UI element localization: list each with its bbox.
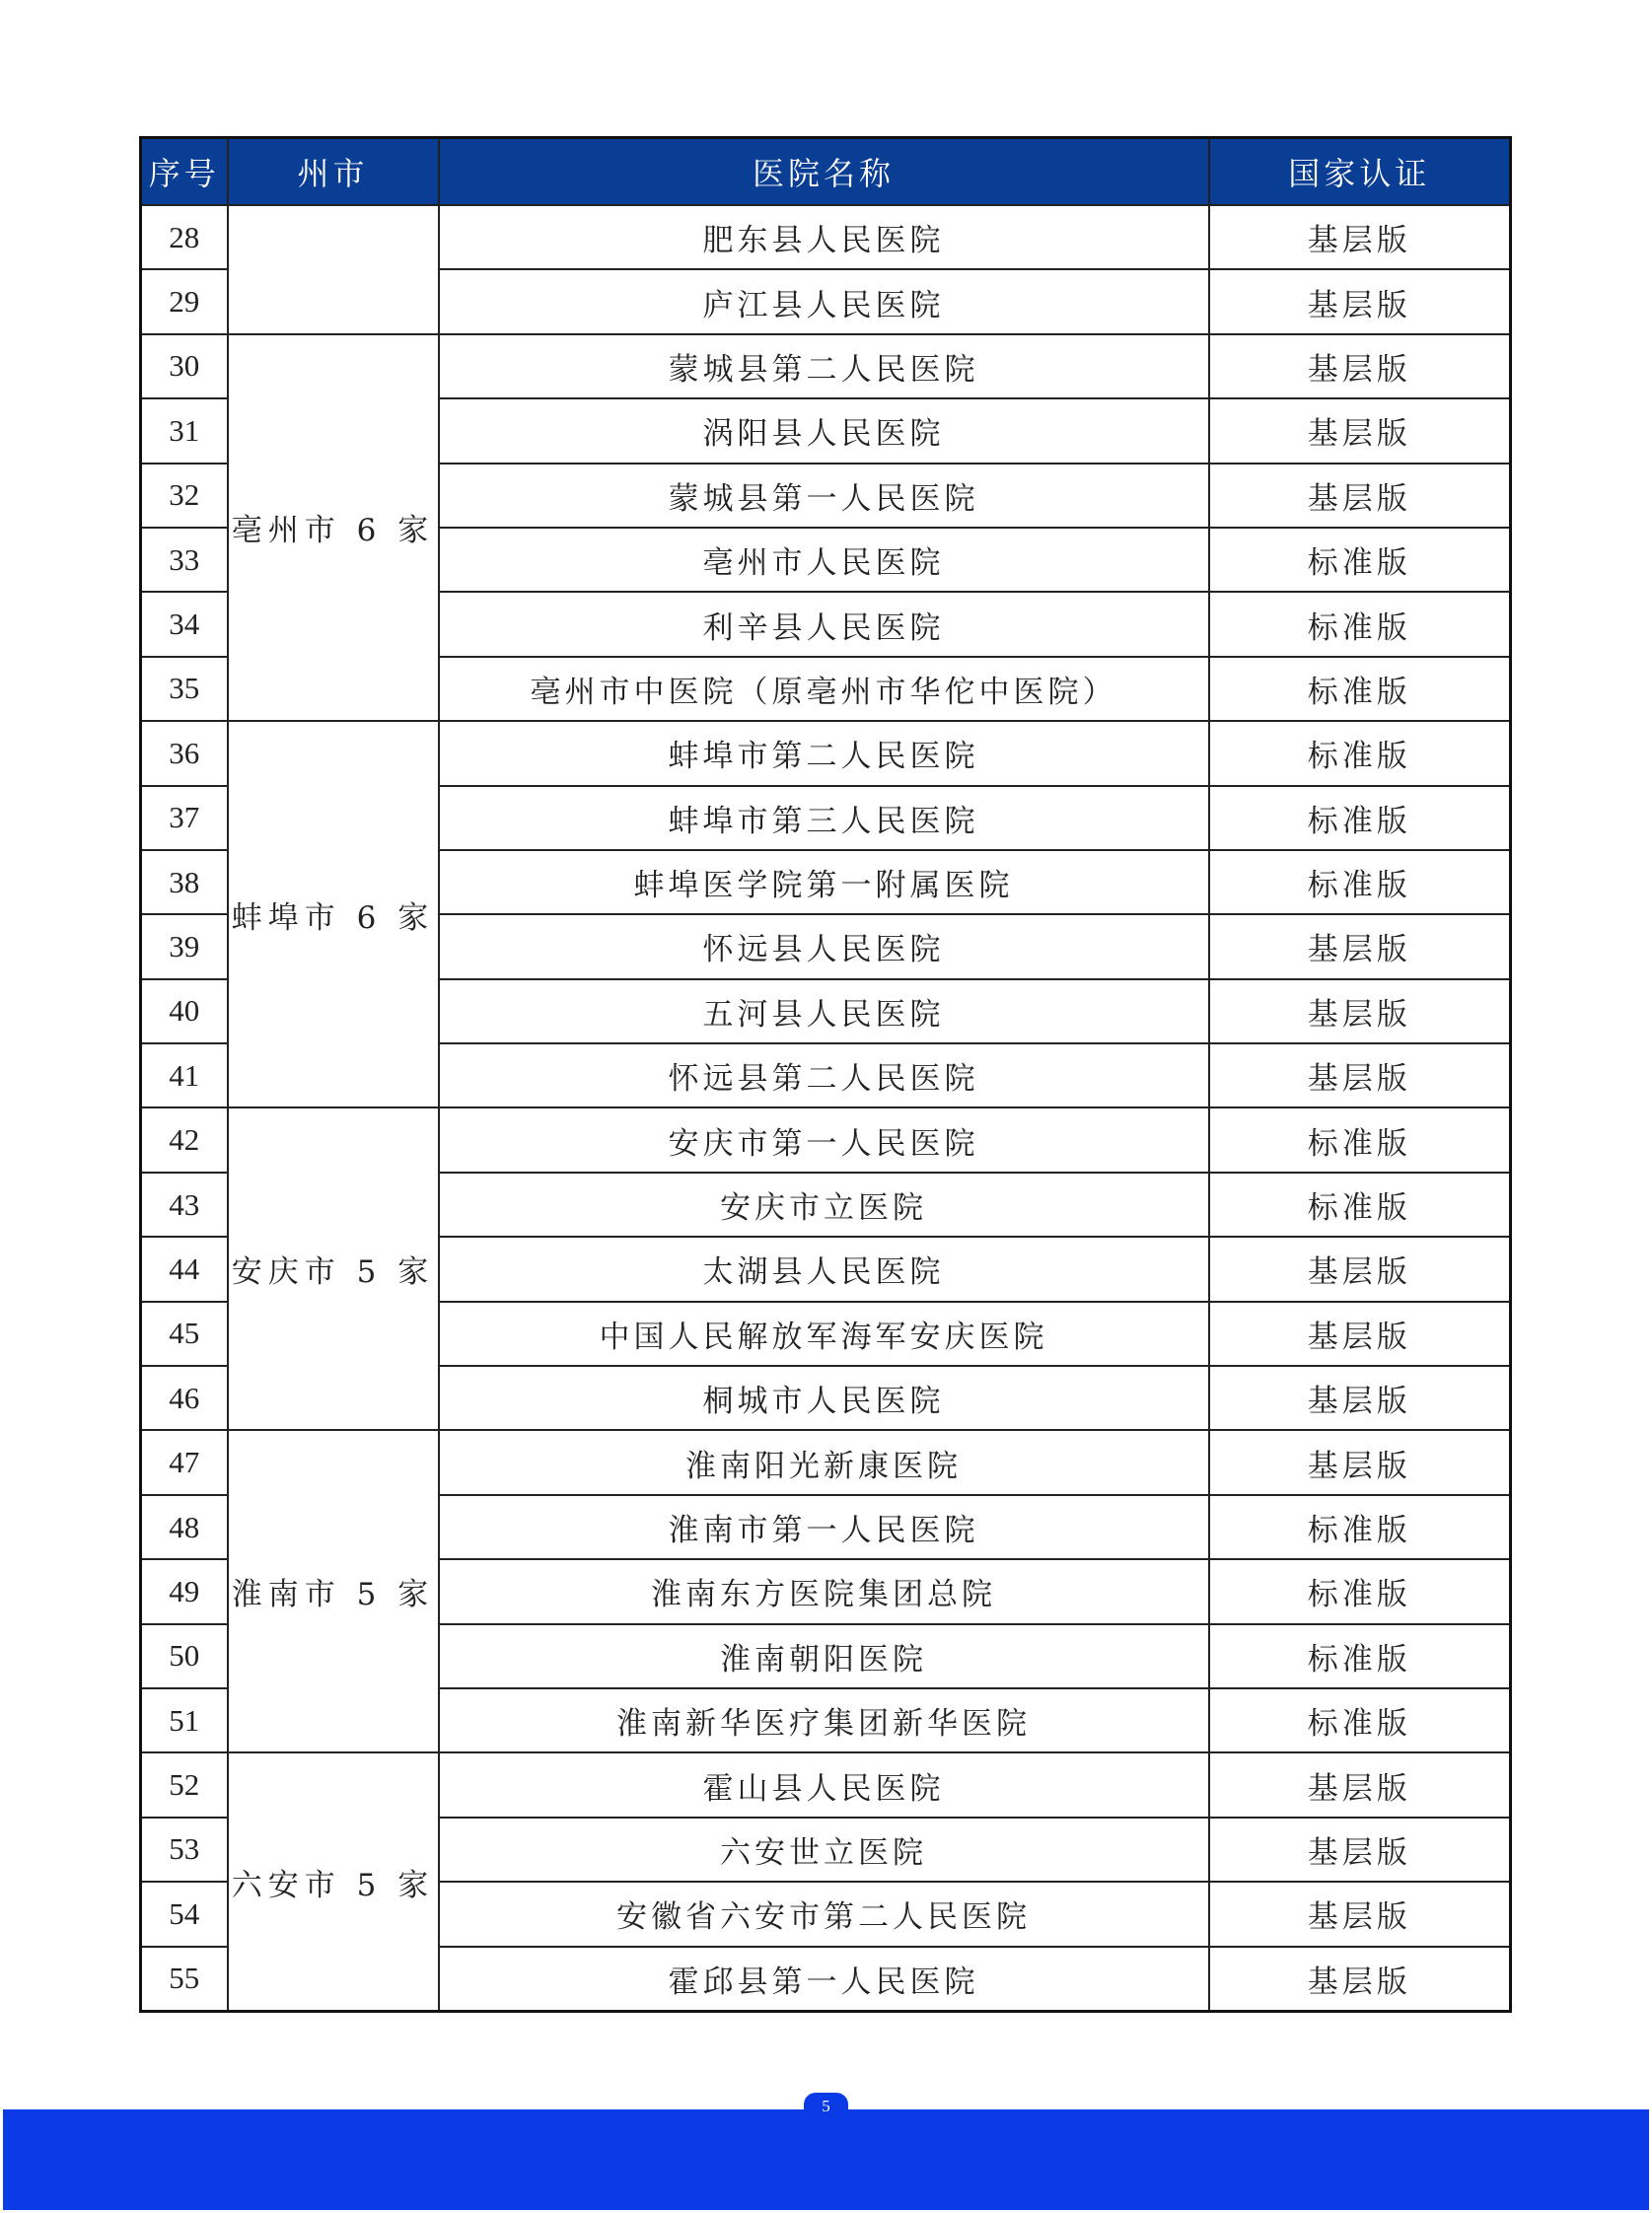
row-number: 30 — [141, 334, 228, 398]
header-number: 序号 — [141, 138, 228, 206]
row-number: 42 — [141, 1107, 228, 1172]
certification-level: 基层版 — [1209, 1237, 1511, 1301]
hospital-name: 蚌埠市第二人民医院 — [439, 721, 1209, 785]
row-number: 32 — [141, 464, 228, 528]
certification-level: 标准版 — [1209, 1624, 1511, 1688]
certification-level: 标准版 — [1209, 1107, 1511, 1172]
certification-level: 标准版 — [1209, 850, 1511, 914]
hospital-name: 中国人民解放军海军安庆医院 — [439, 1302, 1209, 1366]
city-cell: 亳州市 6 家 — [228, 334, 439, 721]
header-certification: 国家认证 — [1209, 138, 1511, 206]
city-cell: 蚌埠市 6 家 — [228, 721, 439, 1107]
row-number: 28 — [141, 205, 228, 269]
certification-level: 基层版 — [1209, 1752, 1511, 1817]
city-cell: 安庆市 5 家 — [228, 1107, 439, 1430]
certification-level: 标准版 — [1209, 1688, 1511, 1752]
hospital-name: 蚌埠医学院第一附属医院 — [439, 850, 1209, 914]
city-cell — [228, 205, 439, 334]
hospital-name: 亳州市人民医院 — [439, 528, 1209, 592]
hospital-name: 亳州市中医院（原亳州市华佗中医院） — [439, 657, 1209, 721]
hospital-name: 利辛县人民医院 — [439, 592, 1209, 656]
row-number: 51 — [141, 1688, 228, 1752]
certification-level: 基层版 — [1209, 205, 1511, 269]
hospital-name: 六安世立医院 — [439, 1818, 1209, 1882]
certification-level: 基层版 — [1209, 1430, 1511, 1494]
certification-level: 标准版 — [1209, 528, 1511, 592]
row-number: 41 — [141, 1043, 228, 1107]
row-number: 44 — [141, 1237, 228, 1301]
certification-level: 标准版 — [1209, 592, 1511, 656]
hospital-name: 淮南新华医疗集团新华医院 — [439, 1688, 1209, 1752]
row-number: 45 — [141, 1302, 228, 1366]
certification-level: 基层版 — [1209, 334, 1511, 398]
row-number: 37 — [141, 786, 228, 850]
row-number: 52 — [141, 1752, 228, 1817]
certification-level: 基层版 — [1209, 1882, 1511, 1946]
hospital-name: 蒙城县第二人民医院 — [439, 334, 1209, 398]
certification-level: 标准版 — [1209, 1559, 1511, 1623]
certification-level: 标准版 — [1209, 657, 1511, 721]
certification-level: 基层版 — [1209, 1366, 1511, 1430]
row-number: 49 — [141, 1559, 228, 1623]
row-number: 40 — [141, 979, 228, 1043]
row-number: 33 — [141, 528, 228, 592]
table-row — [141, 721, 1511, 785]
hospital-name: 桐城市人民医院 — [439, 1366, 1209, 1430]
hospital-name: 淮南东方医院集团总院 — [439, 1559, 1209, 1623]
header-hospital-name: 医院名称 — [439, 138, 1209, 206]
footer-band — [3, 2109, 1649, 2210]
hospital-name: 蚌埠市第三人民医院 — [439, 786, 1209, 850]
row-number: 55 — [141, 1947, 228, 2012]
row-number: 47 — [141, 1430, 228, 1494]
hospital-name: 庐江县人民医院 — [439, 269, 1209, 333]
row-number: 46 — [141, 1366, 228, 1430]
table-row — [141, 1752, 1511, 1817]
hospital-name: 安徽省六安市第二人民医院 — [439, 1882, 1209, 1946]
table-row — [141, 1430, 1511, 1494]
row-number: 48 — [141, 1495, 228, 1559]
certification-level: 标准版 — [1209, 721, 1511, 785]
table-row — [141, 1107, 1511, 1172]
row-number: 29 — [141, 269, 228, 333]
city-cell: 淮南市 5 家 — [228, 1430, 439, 1752]
certification-level: 基层版 — [1209, 1043, 1511, 1107]
certification-level: 基层版 — [1209, 979, 1511, 1043]
row-number: 50 — [141, 1624, 228, 1688]
hospital-name: 太湖县人民医院 — [439, 1237, 1209, 1301]
certification-level: 基层版 — [1209, 914, 1511, 978]
row-number: 39 — [141, 914, 228, 978]
hospital-name: 淮南阳光新康医院 — [439, 1430, 1209, 1494]
hospital-name: 安庆市第一人民医院 — [439, 1107, 1209, 1172]
hospital-name: 怀远县第二人民医院 — [439, 1043, 1209, 1107]
header-city: 州市 — [228, 138, 439, 206]
hospital-name: 淮南朝阳医院 — [439, 1624, 1209, 1688]
certification-level: 标准版 — [1209, 786, 1511, 850]
row-number: 36 — [141, 721, 228, 785]
hospital-name: 蒙城县第一人民医院 — [439, 464, 1209, 528]
certification-level: 标准版 — [1209, 1495, 1511, 1559]
hospital-name: 肥东县人民医院 — [439, 205, 1209, 269]
hospital-name: 涡阳县人民医院 — [439, 398, 1209, 463]
page-number: 5 — [822, 2097, 830, 2115]
hospital-name: 五河县人民医院 — [439, 979, 1209, 1043]
certification-level: 基层版 — [1209, 1302, 1511, 1366]
certification-level: 标准版 — [1209, 1173, 1511, 1237]
hospital-table — [139, 136, 1512, 2013]
certification-level: 基层版 — [1209, 1818, 1511, 1882]
hospital-name: 霍山县人民医院 — [439, 1752, 1209, 1817]
table-header-row — [141, 138, 1511, 206]
table-row — [141, 205, 1511, 269]
certification-level: 基层版 — [1209, 398, 1511, 463]
certification-level: 基层版 — [1209, 1947, 1511, 2012]
hospital-name: 霍邱县第一人民医院 — [439, 1947, 1209, 2012]
certification-level: 基层版 — [1209, 269, 1511, 333]
city-cell: 六安市 5 家 — [228, 1752, 439, 2011]
row-number: 38 — [141, 850, 228, 914]
row-number: 34 — [141, 592, 228, 656]
table-row — [141, 334, 1511, 398]
row-number: 31 — [141, 398, 228, 463]
hospital-name: 安庆市立医院 — [439, 1173, 1209, 1237]
row-number: 53 — [141, 1818, 228, 1882]
certification-level: 基层版 — [1209, 464, 1511, 528]
row-number: 43 — [141, 1173, 228, 1237]
hospital-name: 怀远县人民医院 — [439, 914, 1209, 978]
row-number: 54 — [141, 1882, 228, 1946]
row-number: 35 — [141, 657, 228, 721]
hospital-name: 淮南市第一人民医院 — [439, 1495, 1209, 1559]
